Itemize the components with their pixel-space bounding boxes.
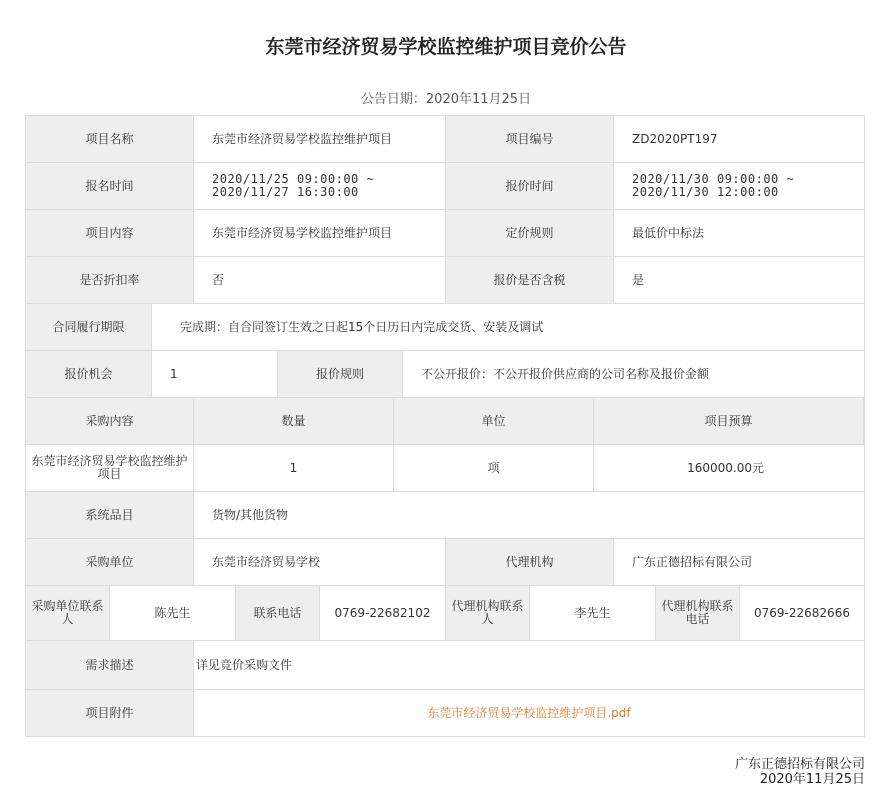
buyer-label: 采购单位 [26,539,194,585]
project-content-label: 项目内容 [26,210,194,256]
agency-label: 代理机构 [446,539,614,585]
table-row [26,351,864,398]
purchase-budget: 160000.00元 [687,460,764,475]
contacts-row [26,586,864,641]
quote-start: 2020/11/30 09:00:00 ~ [632,172,795,186]
buyer-phone-value: 0769-22682102 [320,586,446,640]
quote-time-value [614,163,864,209]
table-row [26,690,864,736]
purchase-unit: 项 [394,445,594,491]
project-name-label: 项目名称 [26,116,194,162]
purchase-quantity: 1 [194,445,394,491]
pricing-rule-label: 定价规则 [446,210,614,256]
announce-date: 公告日期：2020年11月25日 [360,92,532,107]
purchase-header-row [26,398,864,445]
quote-rule-value: 不公开报价：不公开报价供应商的公司名称及报价金额 [403,351,864,397]
page-title: 东莞市经济贸易学校监控维护项目竞价公告 [265,36,627,58]
buyer-contact-label-line1: 采购单位联系 [31,599,104,613]
quote-end: 2020/11/30 12:00:00 [632,185,779,199]
agency-phone-label-line2: 电话 [685,612,710,626]
requirement-label: 需求描述 [26,641,194,689]
discount-value: 否 [194,257,446,303]
table-row [26,210,864,257]
agency-phone-value: 0769-22682666 [754,605,850,620]
header-budget: 项目预算 [594,398,864,444]
discount-label: 是否折扣率 [26,257,194,303]
project-name-value: 东莞市经济贸易学校监控维护项目 [194,116,446,162]
attachment-label: 项目附件 [26,690,194,736]
agency-contact-label-line2: 人 [481,612,494,626]
quote-rule-label: 报价规则 [278,351,403,397]
table-row [26,116,864,163]
agency-phone-label-line1: 代理机构联系 [661,599,734,613]
header-quantity: 数量 [194,398,394,444]
agency-phone-label [656,586,740,640]
tax-included-value: 是 [614,257,864,303]
agency-contact-label [446,586,530,640]
signup-end: 2020/11/27 16:30:00 [212,185,359,199]
buyer-contact-label-line2: 人 [61,612,74,626]
contract-period-value: 完成期：自合同签订生效之日起15个日历日内完成交货、安装及调试 [152,304,864,350]
buyer-contact-value: 陈先生 [110,586,236,640]
header-purchase-content: 采购内容 [26,398,194,444]
pricing-rule-value: 最低价中标法 [614,210,864,256]
category-value: 货物/其他货物 [194,492,864,538]
quote-chances-value: 1 [152,351,278,397]
table-row [26,641,864,690]
quote-chances-label: 报价机会 [26,351,152,397]
table-row [26,492,864,539]
buyer-phone-label: 联系电话 [236,586,320,640]
header-unit: 单位 [394,398,594,444]
footer-date: 2020年11月25日 [759,772,865,787]
requirement-value: 详见竞价采购文件 [196,657,293,672]
agency-contact-label-line1: 代理机构联系 [451,599,524,613]
project-code-value: ZD2020PT197 [614,116,864,162]
buyer-contact-label [26,586,110,640]
category-label: 系统品目 [26,492,194,538]
attachment-pdf-link[interactable]: 东莞市经济贸易学校监控维护项目.pdf [194,690,864,736]
signup-time-value [194,163,446,209]
contract-period-label: 合同履行期限 [26,304,152,350]
buyer-value: 东莞市经济贸易学校 [194,539,446,585]
footer-company: 广东正德招标有限公司 [734,757,865,772]
purchase-item-row [26,445,864,492]
table-row [26,304,864,351]
table-row [26,257,864,304]
table-row [26,163,864,210]
quote-time-label: 报价时间 [446,163,614,209]
purchase-item-line1: 东莞市经济贸易学校监控维护 [31,454,188,468]
signup-time-label: 报名时间 [26,163,194,209]
purchase-item-name [26,445,194,491]
project-code-label: 项目编号 [446,116,614,162]
agency-value: 广东正德招标有限公司 [614,539,864,585]
signup-start: 2020/11/25 09:00:00 ~ [212,172,375,186]
project-content-value: 东莞市经济贸易学校监控维护项目 [194,210,446,256]
table-row [26,539,864,586]
purchase-item-line2: 项目 [97,467,122,481]
agency-contact-value: 李先生 [530,586,656,640]
footer-signature [735,757,865,787]
tax-included-label: 报价是否含税 [446,257,614,303]
announcement-table [25,115,865,737]
